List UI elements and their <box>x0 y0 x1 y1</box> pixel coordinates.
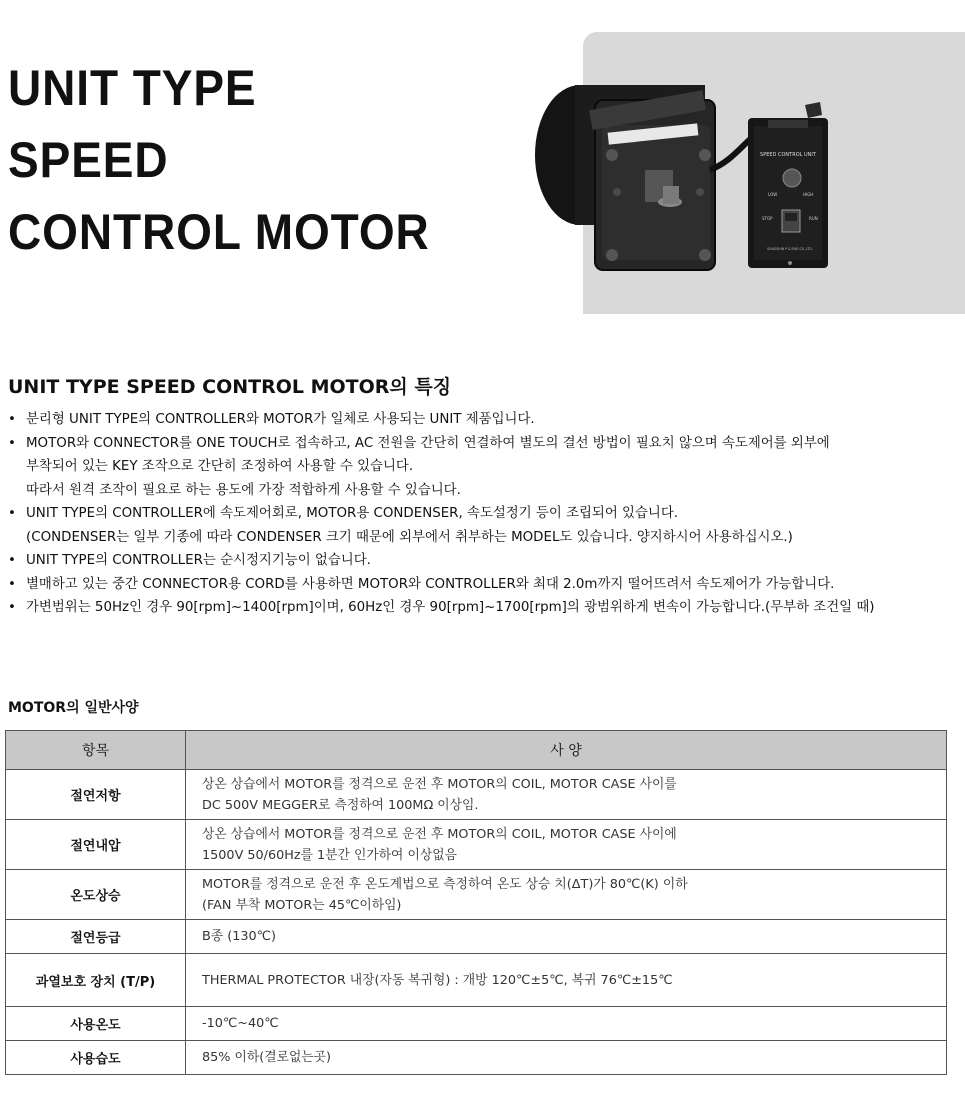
features-title: UNIT TYPE SPEED CONTROL MOTOR의 특징 <box>8 376 452 398</box>
controller-title-text: SPEED CONTROL UNIT <box>760 152 816 158</box>
spec-row <box>6 770 947 820</box>
stop-label: STOP <box>762 216 773 221</box>
feature-text: 가변범위는 50Hz인 경우 90[rpm]~1400[rpm]이며, 60Hz인 경우 90[rpm]~1700[rpm]의 광범위하게 변속이 가능합니다.(무부하 조건일 때) <box>26 600 875 615</box>
feature-text: 별매하고 있는 중간 CONNECTOR용 CORD를 사용하면 MOTOR와 CONTROLLER와 최대 2.0m까지 떨어뜨려서 속도제어가 가능합니다. <box>26 576 835 592</box>
spec-label: 사용습도 <box>6 1041 186 1075</box>
title-line-1: UNIT TYPE <box>8 60 257 116</box>
feature-text: 분리형 UNIT TYPE의 CONTROLLER와 MOTOR가 일체로 사용되는 UNIT 제품입니다. <box>26 412 535 427</box>
feature-text: UNIT TYPE의 CONTROLLER는 순시정지기능이 없습니다. <box>26 553 371 568</box>
spec-label: 사용온도 <box>6 1007 186 1041</box>
bullet-dot: • <box>8 553 16 568</box>
feature-item <box>8 573 958 597</box>
spec-value <box>186 870 947 920</box>
spec-value-line: MOTOR를 정격으로 운전 후 온도계법으로 측정하여 온도 상승 치(ΔT)가 80℃(K) 이하 <box>202 876 688 892</box>
feature-item <box>8 408 958 432</box>
feature-text: UNIT TYPE의 CONTROLLER에 속도제어회로, MOTOR용 CONDENSER, 속도설정기 등이 조립되어 있습니다. <box>26 506 679 521</box>
spec-label: 절연내압 <box>6 820 186 870</box>
feature-item <box>8 596 958 620</box>
spec-row <box>6 954 947 1007</box>
product-title <box>8 52 466 268</box>
header-spec: 사 양 <box>186 731 947 770</box>
bullet-dot: • <box>8 412 16 427</box>
spec-value-line: -10℃~40℃ <box>202 1016 279 1031</box>
motor-and-controller-photo <box>520 70 865 295</box>
spec-label: 절연등급 <box>6 920 186 954</box>
feature-text: 따라서 원격 조작이 필요로 하는 용도에 가장 적합하게 사용할 수 있습니다. <box>26 482 461 498</box>
feature-text: (CONDENSER는 일부 기종에 따라 CONDENSER 크기 때문에 외부에서 취부하는 MODEL도 있습니다. 양지하시어 사용하십시오.) <box>26 529 793 545</box>
spec-value <box>186 920 947 954</box>
spec-row <box>6 820 947 870</box>
feature-item <box>8 432 958 503</box>
spec-value-line: 상온 상습에서 MOTOR를 정격으로 운전 후 MOTOR의 COIL, MOTOR CASE 사이를 <box>202 776 677 792</box>
feature-item <box>8 549 958 573</box>
run-label: RUN <box>809 216 818 221</box>
spec-value-line: (FAN 부착 MOTOR는 45℃이하임) <box>202 897 402 913</box>
spec-value-line: DC 500V MEGGER로 측정하여 100MΩ 이상임. <box>202 797 479 813</box>
features-list <box>8 408 958 620</box>
spec-value <box>186 820 947 870</box>
feature-item <box>8 502 958 549</box>
spec-value <box>186 954 947 1007</box>
spec-label: 온도상승 <box>6 870 186 920</box>
spec-value <box>186 1007 947 1041</box>
spec-value <box>186 1041 947 1075</box>
low-label: LOW <box>768 192 778 197</box>
spec-row <box>6 870 947 920</box>
spec-value-line: B종 (130℃) <box>202 929 276 944</box>
spec-value-line: 1500V 50/60Hz를 1분간 인가하여 이상없음 <box>202 847 457 863</box>
feature-text: MOTOR와 CONNECTOR를 ONE TOUCH로 접속하고, AC 전원을 간단히 연결하여 별도의 결선 방법이 필요치 않으며 속도제어를 외부에 <box>26 435 830 451</box>
title-line-3: CONTROL MOTOR <box>8 204 430 260</box>
spec-value-line: THERMAL PROTECTOR 내장(자동 복귀형) : 개방 120℃±5℃, 복귀 76℃±15℃ <box>202 972 673 988</box>
spec-row <box>6 1041 947 1075</box>
bullet-dot: • <box>8 506 16 521</box>
spec-value <box>186 770 947 820</box>
title-line-2: SPEED <box>8 132 169 188</box>
spec-value-line: 85% 이하(결로없는곳) <box>202 1050 332 1065</box>
spec-label: 절연저항 <box>6 770 186 820</box>
bullet-dot: • <box>8 576 16 592</box>
spec-label: 과열보호 장치 (T/P) <box>6 954 186 1007</box>
spec-title: MOTOR의 일반사양 <box>8 700 139 716</box>
feature-text: 부착되어 있는 KEY 조작으로 간단히 조정하여 사용할 수 있습니다. <box>26 459 414 474</box>
spec-value-line: 상온 상습에서 MOTOR를 정격으로 운전 후 MOTOR의 COIL, MOTOR CASE 사이에 <box>202 826 677 842</box>
bullet-dot: • <box>8 600 16 615</box>
spec-table <box>5 730 947 1075</box>
maker-label: SUNGSHIN P & ENG CO.,LTD. <box>767 247 813 251</box>
spec-row <box>6 1007 947 1041</box>
header-item: 항목 <box>6 731 186 770</box>
spec-row <box>6 920 947 954</box>
bullet-dot: • <box>8 435 16 451</box>
high-label: HIGH <box>803 192 814 197</box>
